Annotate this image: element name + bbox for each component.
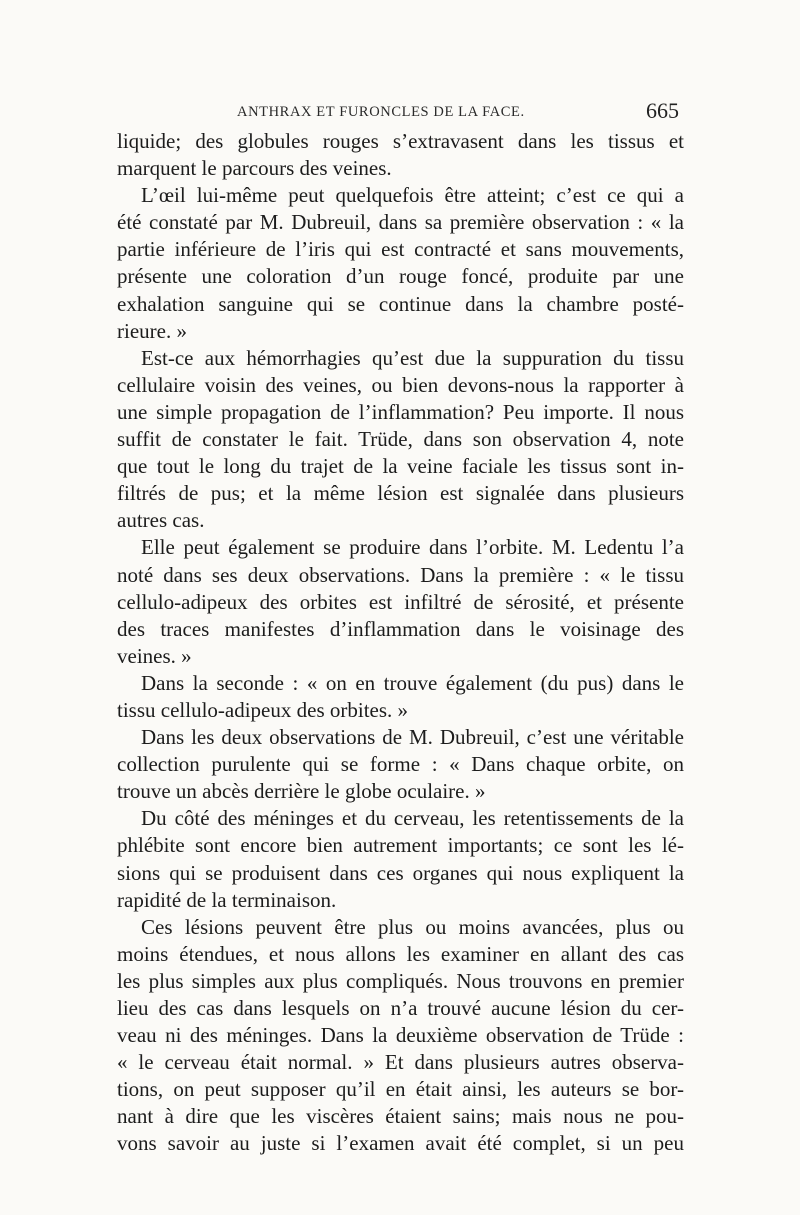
text-line: été constaté par M. Dubreuil, dans sa première observation : « la [117, 210, 684, 235]
text-line: sions qui se produisent dans ces organes qui nous expliquent la [117, 860, 684, 885]
paragraph [117, 182, 684, 345]
text-line: vons savoir au juste si l’examen avait été complet, si un peu [117, 1131, 684, 1156]
text-line: Du côté des méninges et du cerveau, les retentissements de la [141, 806, 684, 831]
text-line: que tout le long du trajet de la veine faciale les tissus sont in- [117, 454, 684, 479]
paragraph [117, 914, 684, 1158]
paragraph [117, 670, 684, 724]
text-line: veines. » [117, 643, 192, 668]
text-line: collection purulente qui se forme : « Dans chaque orbite, on [117, 752, 684, 777]
text-line: nant à dire que les viscères étaient sains; mais nous ne pou- [117, 1104, 684, 1129]
text-line: trouve un abcès derrière le globe oculaire. » [117, 779, 486, 804]
text-line: suffit de constater le fait. Trüde, dans son observation 4, note [117, 427, 684, 452]
text-line: noté dans ses deux observations. Dans la première : « le tissu [117, 562, 684, 587]
text-line: cellulaire voisin des veines, ou bien devons-nous la rapporter à [117, 372, 684, 397]
text-line: des traces manifestes d’inflammation dans le voisinage des [117, 616, 684, 641]
text-line: Est-ce aux hémorrhagies qu’est due la suppuration du tissu [141, 345, 684, 370]
text-line: rapidité de la terminaison. [117, 887, 337, 912]
text-line: une simple propagation de l’inflammation? Peu importe. Il nous [117, 399, 684, 424]
text-line: tissu cellulo-adipeux des orbites. » [117, 697, 409, 722]
running-head [0, 98, 800, 128]
paragraph [117, 724, 684, 805]
text-line: filtrés de pus; et la même lésion est signalée dans plusieurs [117, 481, 684, 506]
page-number: 665 [646, 98, 679, 123]
text-line: autres cas. [117, 508, 205, 533]
text-line: L’œil lui-même peut quelquefois être atteint; c’est ce qui a [141, 183, 684, 208]
text-line: les plus simples aux plus compliqués. Nous trouvons en premier [117, 968, 684, 993]
text-line: « le cerveau était normal. » Et dans plusieurs autres observa- [117, 1050, 684, 1075]
text-line: veau ni des méninges. Dans la deuxième observation de Trüde : [117, 1023, 684, 1048]
text-line: Ces lésions peuvent être plus ou moins avancées, plus ou [141, 914, 684, 939]
text-line: phlébite sont encore bien autrement importants; ce sont les lé- [117, 833, 684, 858]
text-line: moins étendues, et nous allons les examiner en allant des cas [117, 941, 684, 966]
text-line: cellulo-adipeux des orbites est infiltré de sérosité, et présente [117, 589, 684, 614]
text-line: Dans les deux observations de M. Dubreuil, c’est une véritable [141, 725, 684, 750]
text-line: rieure. » [117, 318, 187, 343]
text-line: tions, on peut supposer qu’il en était ainsi, les auteurs se bor- [117, 1077, 684, 1102]
text-line: Elle peut également se produire dans l’orbite. M. Ledentu l’a [141, 535, 684, 560]
text-line: marquent le parcours des veines. [117, 156, 392, 181]
paragraph [117, 534, 684, 669]
text-line: partie inférieure de l’iris qui est contracté et sans mouvements, [117, 237, 684, 262]
text-line: présente une coloration d’un rouge foncé, produite par une [117, 264, 684, 289]
running-title: ANTHRAX ET FURONCLES DE LA FACE. [237, 104, 525, 120]
body-text [117, 128, 684, 1158]
text-line: lieu des cas dans lesquels on n’a trouvé aucune lésion du cer- [117, 996, 684, 1020]
paragraph [117, 128, 684, 182]
text-line: liquide; des globules rouges s’extravasent dans les tissus et [117, 129, 684, 153]
paragraph [117, 345, 684, 535]
paragraph [117, 805, 684, 913]
text-line: exhalation sanguine qui se continue dans la chambre posté- [117, 291, 684, 316]
text-line: Dans la seconde : « on en trouve également (du pus) dans le [141, 670, 684, 695]
